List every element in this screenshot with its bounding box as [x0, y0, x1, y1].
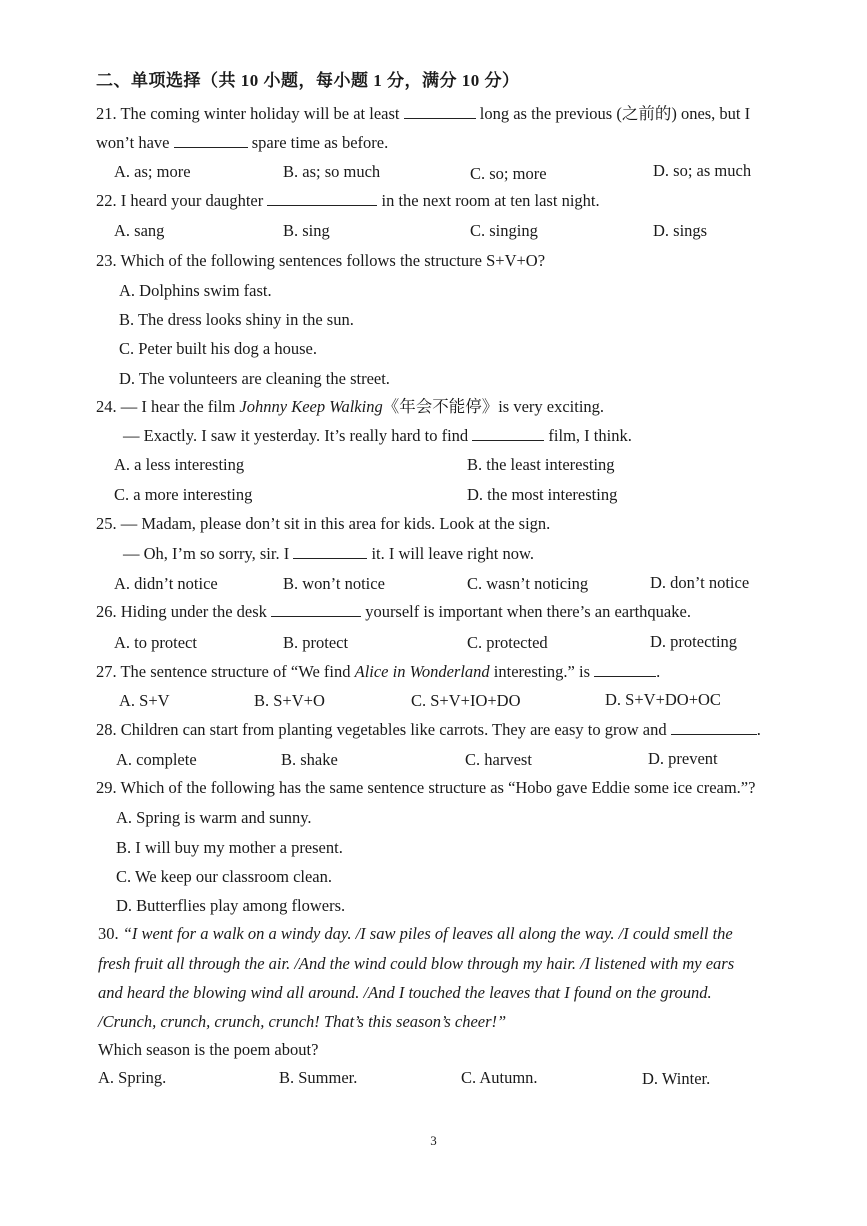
answer-blank[interactable] [404, 104, 476, 119]
q28-prefix: 28. Children can start from planting vegetables like carrots. They are easy to grow and [96, 720, 667, 739]
q30-number: 30. [98, 924, 119, 943]
option-b[interactable]: B. protect [283, 633, 349, 652]
option-a[interactable]: A. S+V [119, 691, 170, 710]
option-b[interactable]: B. won’t notice [283, 574, 385, 593]
q21-line2a: won’t have [96, 133, 170, 152]
option-c[interactable]: C. harvest [465, 750, 532, 769]
option-d[interactable]: D. so; as much [653, 161, 752, 180]
answer-blank[interactable] [174, 133, 248, 148]
option-b[interactable]: B. I will buy my mother a present. [116, 838, 343, 857]
q27-prefix: 27. The sentence structure of “We find [96, 662, 355, 681]
option-b[interactable]: B. the least interesting [467, 455, 615, 474]
poem-line: /Crunch, crunch, crunch, crunch! That’s this season’s cheer!” [98, 1012, 507, 1031]
answer-blank[interactable] [671, 720, 757, 735]
q21-line2b: spare time as before. [251, 133, 389, 152]
book-title: Alice in Wonderland [354, 662, 490, 681]
answer-blank[interactable] [594, 662, 656, 677]
option-d[interactable]: D. the most interesting [467, 485, 618, 504]
question-25-line2 [123, 544, 534, 564]
answer-blank[interactable] [472, 426, 544, 441]
q24-line1b: 《年会不能停》is very exciting. [382, 397, 605, 416]
option-d[interactable]: D. S+V+DO+OC [605, 690, 721, 709]
option-b[interactable]: B. as; so much [283, 162, 381, 181]
q26-suffix: yourself is important when there’s an earthquake. [365, 602, 691, 621]
poem-line: “I went for a walk on a windy day. /I saw piles of leaves all along the way. /I could smell the [122, 924, 733, 943]
question-24-line1 [96, 397, 604, 417]
option-d[interactable]: D. don’t notice [650, 573, 750, 592]
option-c[interactable]: C. singing [470, 221, 538, 240]
option-c[interactable]: C. protected [467, 633, 548, 652]
q27-suffix: interesting.” is [489, 662, 591, 681]
q24-line2b: film, I think. [548, 426, 632, 445]
question-23-stem: 23. Which of the following sentences follows the structure S+V+O? [96, 251, 546, 270]
q24-line1a: 24. — I hear the film [96, 397, 240, 416]
option-b[interactable]: B. shake [281, 750, 338, 769]
q26-prefix: 26. Hiding under the desk [96, 602, 267, 621]
answer-blank[interactable] [293, 544, 367, 559]
q22-suffix: in the next room at ten last night. [381, 191, 600, 210]
option-d[interactable]: D. prevent [648, 749, 718, 768]
option-a[interactable]: A. to protect [114, 633, 197, 652]
question-24-line2 [123, 426, 632, 446]
q28-end: . [756, 720, 761, 739]
page-number: 3 [430, 1133, 437, 1148]
option-c[interactable]: C. S+V+IO+DO [411, 691, 521, 710]
question-28-stem [96, 720, 761, 740]
option-c[interactable]: C. We keep our classroom clean. [116, 867, 333, 886]
q24-line2a: — Exactly. I saw it yesterday. It’s really hard to find [123, 426, 469, 445]
question-21-stem-line2 [96, 133, 388, 153]
option-b[interactable]: B. Summer. [279, 1068, 358, 1087]
option-d[interactable]: D. Winter. [642, 1069, 711, 1088]
q21-mid: long as the previous (之前的) ones, but I [479, 104, 751, 123]
option-c[interactable]: C. a more interesting [114, 485, 253, 504]
option-d[interactable]: D. Butterflies play among flowers. [116, 896, 346, 915]
film-title: Johnny Keep Walking [239, 397, 383, 416]
option-d[interactable]: D. The volunteers are cleaning the street. [119, 369, 390, 388]
option-c[interactable]: C. so; more [470, 164, 547, 183]
q25-line2b: it. I will leave right now. [371, 544, 534, 563]
question-29-stem: 29. Which of the following has the same sentence structure as “Hobo gave Eddie some ice cream.”? [96, 778, 756, 797]
option-d[interactable]: D. protecting [650, 632, 738, 651]
question-21-stem [96, 104, 750, 124]
section-title: 二、单项选择（共 10 小题，每小题 1 分，满分 10 分） [96, 71, 520, 90]
question-27-stem [96, 662, 660, 682]
option-a[interactable]: A. Spring is warm and sunny. [116, 808, 312, 827]
option-a[interactable]: A. didn’t notice [114, 574, 218, 593]
question-26-stem [96, 602, 691, 622]
q22-prefix: 22. I heard your daughter [96, 191, 264, 210]
question-30-stem: Which season is the poem about? [98, 1040, 319, 1059]
q21-prefix: 21. The coming winter holiday will be at least [96, 104, 400, 123]
q27-end: . [656, 662, 661, 681]
option-c[interactable]: C. wasn’t noticing [467, 574, 589, 593]
option-a[interactable]: A. Spring. [98, 1068, 167, 1087]
poem-line: fresh fruit all through the air. /And the wind could blow through my hair. /I listened with my ears [98, 954, 735, 973]
poem-line: and heard the blowing wind all around. /And I touched the leaves that I found on the ground. [98, 983, 712, 1002]
option-b[interactable]: B. sing [283, 221, 330, 240]
option-b[interactable]: B. The dress looks shiny in the sun. [119, 310, 354, 329]
q25-line2a: — Oh, I’m so sorry, sir. I [123, 544, 290, 563]
option-a[interactable]: A. Dolphins swim fast. [119, 281, 272, 300]
question-30-line1 [98, 924, 733, 944]
answer-blank[interactable] [267, 191, 377, 206]
option-a[interactable]: A. a less interesting [114, 455, 245, 474]
option-d[interactable]: D. sings [653, 221, 708, 240]
question-22-stem [96, 191, 600, 211]
option-a[interactable]: A. sang [114, 221, 165, 240]
option-c[interactable]: C. Autumn. [461, 1068, 538, 1087]
answer-blank[interactable] [271, 602, 361, 617]
question-25-line1: 25. — Madam, please don’t sit in this area for kids. Look at the sign. [96, 514, 551, 533]
option-c[interactable]: C. Peter built his dog a house. [119, 339, 317, 358]
option-a[interactable]: A. complete [116, 750, 197, 769]
option-a[interactable]: A. as; more [114, 162, 191, 181]
option-b[interactable]: B. S+V+O [254, 691, 325, 710]
